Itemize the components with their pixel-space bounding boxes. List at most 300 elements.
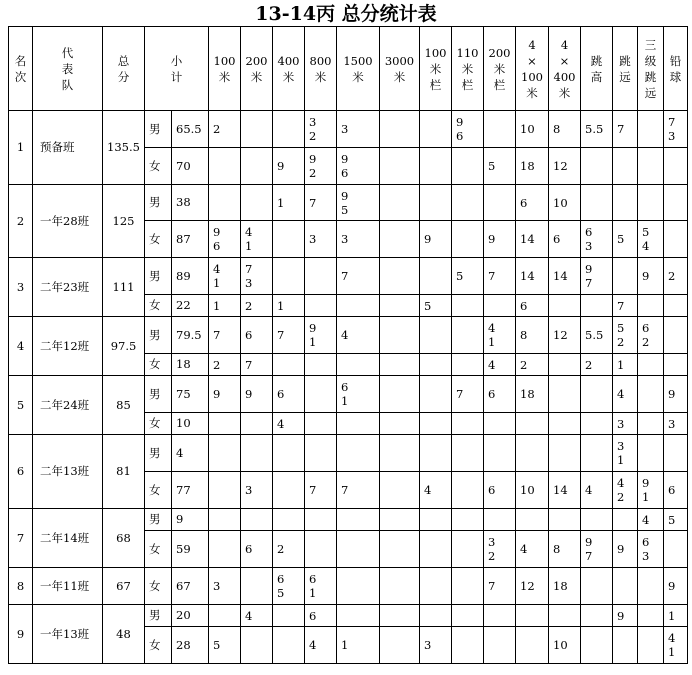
score-cell bbox=[664, 317, 688, 354]
score-cell bbox=[241, 568, 273, 605]
score-cell: 7 bbox=[337, 258, 380, 295]
score-cell: 8 bbox=[549, 111, 581, 148]
score-cell: 4 1 bbox=[241, 221, 273, 258]
score-cell: 5 bbox=[452, 258, 484, 295]
score-cell bbox=[638, 148, 664, 185]
column-header-label: 200 米 栏 bbox=[488, 45, 511, 92]
score-cell: 5 bbox=[484, 148, 516, 185]
column-header-label: 800 米 bbox=[309, 53, 332, 84]
score-cell: 9 bbox=[664, 376, 688, 413]
column-header-label: 200 米 bbox=[245, 53, 268, 84]
score-cell: 5 bbox=[420, 295, 452, 317]
score-cell: 12 bbox=[549, 317, 581, 354]
score-cell bbox=[452, 627, 484, 664]
subtotal-cell: 28 bbox=[172, 627, 209, 664]
score-cell bbox=[638, 568, 664, 605]
score-cell bbox=[420, 111, 452, 148]
score-cell: 2 bbox=[209, 354, 241, 376]
score-cell bbox=[549, 376, 581, 413]
gender-cell: 女 bbox=[145, 221, 172, 258]
team-cell: 一年28班 bbox=[33, 185, 103, 258]
score-cell bbox=[420, 185, 452, 221]
score-cell bbox=[420, 354, 452, 376]
score-cell bbox=[664, 354, 688, 376]
column-header-label: 400 米 bbox=[277, 53, 300, 84]
score-cell bbox=[613, 185, 638, 221]
score-cell: 12 bbox=[516, 568, 549, 605]
score-cell bbox=[273, 258, 305, 295]
column-header bbox=[380, 27, 420, 111]
score-cell bbox=[380, 111, 420, 148]
gender-cell: 女 bbox=[145, 354, 172, 376]
score-cell: 6 bbox=[516, 185, 549, 221]
subtotal-cell: 65.5 bbox=[172, 111, 209, 148]
score-cell: 4 bbox=[613, 376, 638, 413]
rank-cell: 3 bbox=[9, 258, 33, 317]
column-header-label: 铅 球 bbox=[669, 53, 682, 84]
score-cell: 5 bbox=[664, 509, 688, 531]
gender-cell: 男 bbox=[145, 509, 172, 531]
score-cell: 3 bbox=[337, 111, 380, 148]
score-cell: 7 bbox=[613, 295, 638, 317]
score-cell: 7 bbox=[241, 354, 273, 376]
score-cell: 6 1 bbox=[337, 376, 380, 413]
score-cell bbox=[484, 295, 516, 317]
gender-cell: 男 bbox=[145, 435, 172, 472]
score-cell: 4 bbox=[420, 472, 452, 509]
score-cell: 10 bbox=[549, 627, 581, 664]
score-cell bbox=[209, 509, 241, 531]
score-cell: 1 bbox=[273, 295, 305, 317]
score-cell: 1 bbox=[613, 354, 638, 376]
table-row bbox=[9, 435, 688, 472]
score-cell bbox=[380, 354, 420, 376]
score-cell: 7 bbox=[452, 376, 484, 413]
rank-cell: 5 bbox=[9, 376, 33, 435]
team-cell: 一年11班 bbox=[33, 568, 103, 605]
score-cell: 2 bbox=[581, 354, 613, 376]
score-cell bbox=[516, 435, 549, 472]
score-cell bbox=[273, 354, 305, 376]
total-cell: 125 bbox=[103, 185, 145, 258]
score-cell bbox=[337, 435, 380, 472]
score-cell bbox=[420, 435, 452, 472]
score-cell: 7 3 bbox=[664, 111, 688, 148]
score-cell bbox=[380, 317, 420, 354]
score-cell bbox=[452, 185, 484, 221]
score-cell: 6 bbox=[241, 317, 273, 354]
score-cell: 4 bbox=[305, 627, 337, 664]
score-cell: 7 bbox=[613, 111, 638, 148]
score-cell: 7 bbox=[484, 568, 516, 605]
table-row bbox=[9, 111, 688, 148]
column-header-label: 1500 米 bbox=[343, 53, 373, 84]
table-title: 13-14丙 总分统计表 bbox=[255, 3, 437, 25]
score-cell: 6 bbox=[484, 472, 516, 509]
team-cell: 二年13班 bbox=[33, 435, 103, 509]
score-cell bbox=[209, 531, 241, 568]
score-cell bbox=[380, 627, 420, 664]
score-cell: 5.5 bbox=[581, 317, 613, 354]
score-cell: 2 bbox=[241, 295, 273, 317]
score-cell: 9 7 bbox=[581, 531, 613, 568]
total-cell: 97.5 bbox=[103, 317, 145, 376]
column-header-label: 三 级 跳 远 bbox=[644, 37, 657, 100]
score-cell bbox=[380, 185, 420, 221]
score-cell: 3 bbox=[209, 568, 241, 605]
subtotal-cell: 77 bbox=[172, 472, 209, 509]
team-cell: 二年14班 bbox=[33, 509, 103, 568]
score-cell bbox=[664, 148, 688, 185]
gender-cell: 女 bbox=[145, 148, 172, 185]
score-cell bbox=[420, 568, 452, 605]
score-cell bbox=[273, 627, 305, 664]
score-cell: 2 bbox=[273, 531, 305, 568]
column-header bbox=[273, 27, 305, 111]
score-cell bbox=[452, 568, 484, 605]
score-cell bbox=[380, 295, 420, 317]
subtotal-cell: 87 bbox=[172, 221, 209, 258]
gender-cell: 女 bbox=[145, 295, 172, 317]
score-cell bbox=[549, 509, 581, 531]
score-cell bbox=[241, 185, 273, 221]
score-cell: 9 bbox=[613, 605, 638, 627]
score-cell: 9 bbox=[484, 221, 516, 258]
score-cell: 9 1 bbox=[638, 472, 664, 509]
score-cell bbox=[337, 568, 380, 605]
score-cell bbox=[209, 148, 241, 185]
subtotal-cell: 22 bbox=[172, 295, 209, 317]
score-cell: 7 bbox=[209, 317, 241, 354]
score-cell bbox=[380, 472, 420, 509]
gender-cell: 女 bbox=[145, 531, 172, 568]
score-cell bbox=[241, 627, 273, 664]
score-cell bbox=[420, 605, 452, 627]
score-cell: 4 bbox=[337, 317, 380, 354]
gender-cell: 女 bbox=[145, 472, 172, 509]
score-cell: 2 bbox=[209, 111, 241, 148]
column-header-label: 名 次 bbox=[14, 53, 27, 84]
table-row bbox=[9, 509, 688, 531]
score-cell: 18 bbox=[516, 148, 549, 185]
score-cell bbox=[581, 435, 613, 472]
score-cell bbox=[380, 148, 420, 185]
score-cell bbox=[305, 295, 337, 317]
team-cell: 二年12班 bbox=[33, 317, 103, 376]
score-cell bbox=[380, 568, 420, 605]
score-cell: 6 bbox=[241, 531, 273, 568]
column-header bbox=[581, 27, 613, 111]
score-cell: 3 2 bbox=[305, 111, 337, 148]
subtotal-cell: 38 bbox=[172, 185, 209, 221]
score-cell bbox=[452, 317, 484, 354]
column-header bbox=[516, 27, 549, 111]
score-cell bbox=[380, 435, 420, 472]
gender-cell: 男 bbox=[145, 376, 172, 413]
score-cell bbox=[664, 185, 688, 221]
table-row bbox=[9, 376, 688, 413]
score-cell bbox=[305, 413, 337, 435]
score-cell bbox=[452, 509, 484, 531]
score-cell: 4 2 bbox=[613, 472, 638, 509]
score-cell bbox=[516, 627, 549, 664]
score-cell bbox=[484, 111, 516, 148]
score-cell bbox=[613, 568, 638, 605]
column-header bbox=[549, 27, 581, 111]
score-cell bbox=[273, 221, 305, 258]
score-cell: 4 bbox=[516, 531, 549, 568]
score-cell bbox=[241, 509, 273, 531]
score-cell bbox=[305, 376, 337, 413]
table-row bbox=[9, 185, 688, 221]
score-cell: 6 3 bbox=[581, 221, 613, 258]
score-cell bbox=[420, 531, 452, 568]
gender-cell: 男 bbox=[145, 185, 172, 221]
subtotal-cell: 18 bbox=[172, 354, 209, 376]
score-cell bbox=[613, 148, 638, 185]
score-cell: 18 bbox=[516, 376, 549, 413]
score-cell bbox=[638, 185, 664, 221]
score-cell: 4 1 bbox=[209, 258, 241, 295]
score-cell: 9 bbox=[420, 221, 452, 258]
score-cell bbox=[581, 413, 613, 435]
score-cell bbox=[209, 605, 241, 627]
score-cell: 14 bbox=[549, 472, 581, 509]
score-cell bbox=[638, 354, 664, 376]
score-cell bbox=[484, 509, 516, 531]
score-cell bbox=[581, 185, 613, 221]
score-cell bbox=[452, 472, 484, 509]
subtotal-cell: 67 bbox=[172, 568, 209, 605]
score-cell bbox=[380, 413, 420, 435]
score-cell bbox=[380, 531, 420, 568]
score-cell: 9 6 bbox=[209, 221, 241, 258]
score-cell bbox=[581, 568, 613, 605]
score-cell: 6 2 bbox=[638, 317, 664, 354]
score-cell bbox=[452, 413, 484, 435]
score-cell bbox=[452, 295, 484, 317]
score-cell: 2 bbox=[516, 354, 549, 376]
score-cell bbox=[452, 605, 484, 627]
score-cell: 4 bbox=[638, 509, 664, 531]
subtotal-cell: 20 bbox=[172, 605, 209, 627]
score-cell: 3 bbox=[241, 472, 273, 509]
column-header-label: 4 × 100 米 bbox=[521, 37, 543, 100]
score-cell: 9 5 bbox=[337, 185, 380, 221]
score-cell bbox=[549, 295, 581, 317]
total-cell: 135.5 bbox=[103, 111, 145, 185]
score-cell bbox=[209, 472, 241, 509]
column-header-label: 代 表 队 bbox=[61, 45, 74, 92]
score-cell: 1 bbox=[273, 185, 305, 221]
score-cell bbox=[484, 627, 516, 664]
score-cell: 9 2 bbox=[305, 148, 337, 185]
score-cell: 2 bbox=[664, 258, 688, 295]
subtotal-cell: 59 bbox=[172, 531, 209, 568]
score-cell bbox=[638, 111, 664, 148]
score-cell: 3 bbox=[613, 413, 638, 435]
score-cell bbox=[337, 413, 380, 435]
score-cell: 9 bbox=[273, 148, 305, 185]
column-header bbox=[613, 27, 638, 111]
score-cell: 9 1 bbox=[305, 317, 337, 354]
score-cell bbox=[305, 509, 337, 531]
score-cell bbox=[484, 435, 516, 472]
score-cell: 6 bbox=[664, 472, 688, 509]
score-cell: 14 bbox=[516, 221, 549, 258]
score-cell bbox=[452, 221, 484, 258]
gender-cell: 女 bbox=[145, 568, 172, 605]
score-cell: 5.5 bbox=[581, 111, 613, 148]
score-cell bbox=[638, 605, 664, 627]
score-cell: 4 bbox=[241, 605, 273, 627]
score-cell bbox=[209, 185, 241, 221]
column-header bbox=[241, 27, 273, 111]
score-cell bbox=[337, 295, 380, 317]
table-row bbox=[9, 605, 688, 627]
column-header-label: 100 米 栏 bbox=[424, 45, 447, 92]
score-cell: 14 bbox=[549, 258, 581, 295]
score-cell bbox=[549, 435, 581, 472]
column-header bbox=[664, 27, 688, 111]
score-cell bbox=[613, 509, 638, 531]
score-cell: 4 bbox=[581, 472, 613, 509]
score-cell bbox=[380, 258, 420, 295]
score-cell bbox=[380, 605, 420, 627]
score-cell bbox=[549, 354, 581, 376]
score-cell bbox=[516, 509, 549, 531]
column-header-label: 4 × 400 米 bbox=[553, 37, 576, 100]
score-cell bbox=[420, 258, 452, 295]
column-header-label: 小 计 bbox=[170, 53, 183, 84]
score-cell bbox=[581, 148, 613, 185]
total-cell: 85 bbox=[103, 376, 145, 435]
column-header bbox=[33, 27, 103, 111]
score-cell: 6 1 bbox=[305, 568, 337, 605]
rank-cell: 7 bbox=[9, 509, 33, 568]
score-cell: 1 bbox=[337, 627, 380, 664]
column-header bbox=[9, 27, 33, 111]
score-cell bbox=[516, 605, 549, 627]
score-cell: 6 3 bbox=[638, 531, 664, 568]
rank-cell: 2 bbox=[9, 185, 33, 258]
score-cell bbox=[664, 221, 688, 258]
score-cell bbox=[241, 111, 273, 148]
rank-cell: 9 bbox=[9, 605, 33, 664]
score-cell: 5 bbox=[613, 221, 638, 258]
team-cell: 二年23班 bbox=[33, 258, 103, 317]
score-cell: 3 2 bbox=[484, 531, 516, 568]
score-cell bbox=[638, 627, 664, 664]
score-cell: 8 bbox=[516, 317, 549, 354]
total-cell: 67 bbox=[103, 568, 145, 605]
gender-cell: 男 bbox=[145, 258, 172, 295]
score-cell bbox=[638, 435, 664, 472]
score-cell bbox=[337, 531, 380, 568]
score-cell: 6 bbox=[305, 605, 337, 627]
score-cell bbox=[516, 413, 549, 435]
score-cell: 9 bbox=[613, 531, 638, 568]
score-cell bbox=[581, 509, 613, 531]
score-cell bbox=[613, 627, 638, 664]
score-cell bbox=[613, 258, 638, 295]
gender-cell: 女 bbox=[145, 413, 172, 435]
score-table bbox=[8, 26, 688, 664]
score-cell bbox=[664, 435, 688, 472]
column-header bbox=[337, 27, 380, 111]
table-row bbox=[9, 258, 688, 295]
score-cell bbox=[638, 295, 664, 317]
score-cell bbox=[581, 295, 613, 317]
score-cell bbox=[452, 354, 484, 376]
score-cell bbox=[452, 531, 484, 568]
score-cell: 9 bbox=[638, 258, 664, 295]
subtotal-cell: 75 bbox=[172, 376, 209, 413]
column-header bbox=[420, 27, 452, 111]
score-cell bbox=[241, 413, 273, 435]
score-cell bbox=[337, 354, 380, 376]
score-cell: 3 bbox=[305, 221, 337, 258]
gender-cell: 男 bbox=[145, 317, 172, 354]
score-cell: 9 6 bbox=[337, 148, 380, 185]
score-cell: 7 bbox=[484, 258, 516, 295]
score-cell bbox=[420, 509, 452, 531]
total-cell: 48 bbox=[103, 605, 145, 664]
score-cell: 10 bbox=[516, 472, 549, 509]
score-cell: 7 bbox=[337, 472, 380, 509]
score-cell bbox=[337, 605, 380, 627]
score-cell bbox=[452, 435, 484, 472]
total-cell: 81 bbox=[103, 435, 145, 509]
score-cell bbox=[664, 531, 688, 568]
score-cell: 3 bbox=[664, 413, 688, 435]
team-cell: 二年24班 bbox=[33, 376, 103, 435]
column-header bbox=[484, 27, 516, 111]
score-cell: 1 bbox=[209, 295, 241, 317]
table-row bbox=[9, 568, 688, 605]
score-cell: 7 3 bbox=[241, 258, 273, 295]
column-header bbox=[305, 27, 337, 111]
score-cell bbox=[581, 376, 613, 413]
score-cell bbox=[581, 627, 613, 664]
score-cell bbox=[581, 605, 613, 627]
score-cell: 10 bbox=[516, 111, 549, 148]
score-cell bbox=[273, 472, 305, 509]
score-cell: 5 4 bbox=[638, 221, 664, 258]
subtotal-cell: 9 bbox=[172, 509, 209, 531]
column-header-label: 总 分 bbox=[117, 53, 130, 84]
score-cell bbox=[420, 413, 452, 435]
score-cell: 4 bbox=[484, 354, 516, 376]
score-cell: 4 bbox=[273, 413, 305, 435]
score-cell bbox=[420, 148, 452, 185]
gender-cell: 女 bbox=[145, 627, 172, 664]
score-cell: 7 bbox=[273, 317, 305, 354]
score-cell: 6 5 bbox=[273, 568, 305, 605]
score-cell bbox=[337, 509, 380, 531]
score-cell: 9 bbox=[664, 568, 688, 605]
team-cell: 一年13班 bbox=[33, 605, 103, 664]
score-cell bbox=[638, 413, 664, 435]
table-row bbox=[9, 317, 688, 354]
score-cell bbox=[305, 531, 337, 568]
column-header-label: 110 米 栏 bbox=[456, 45, 479, 92]
score-cell: 9 7 bbox=[581, 258, 613, 295]
score-cell bbox=[638, 376, 664, 413]
score-cell: 6 bbox=[484, 376, 516, 413]
rank-cell: 4 bbox=[9, 317, 33, 376]
score-cell: 6 bbox=[516, 295, 549, 317]
